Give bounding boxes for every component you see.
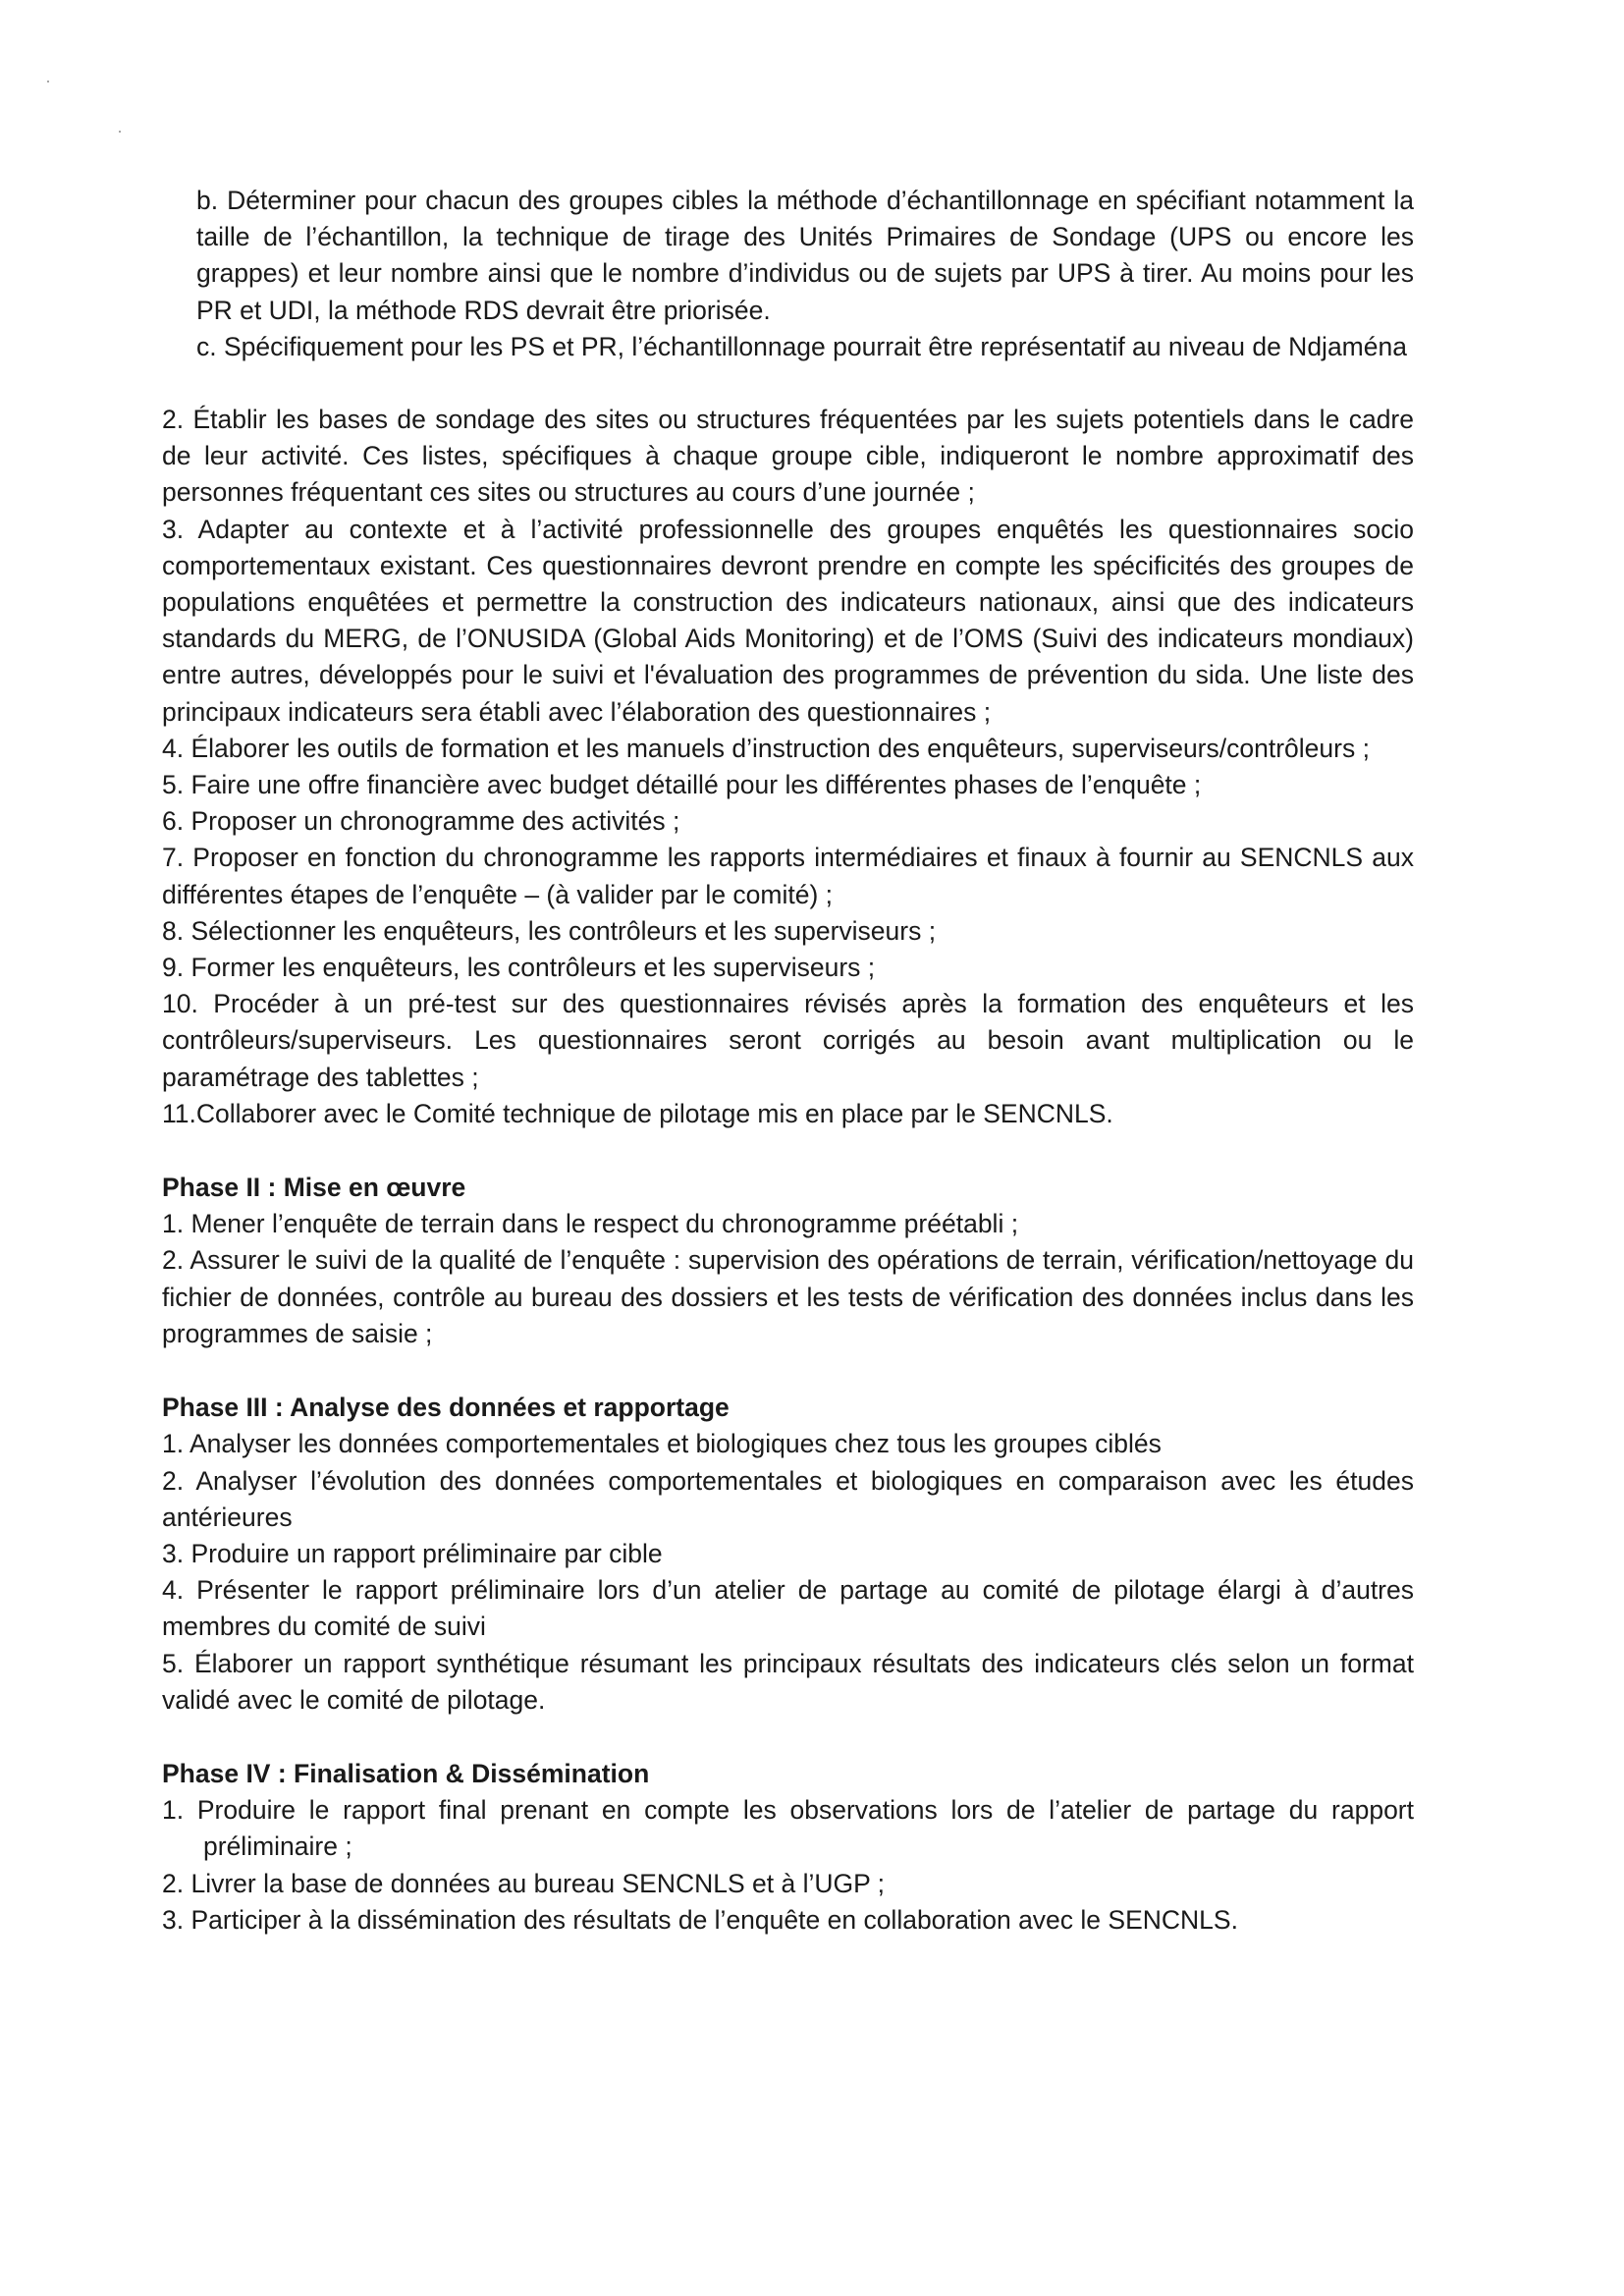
paragraph-b: b. Déterminer pour chacun des groupes cibles la méthode d’échantillonnage en spécifiant notamment la taille de l’échantillon, la technique de tirage des Unités Primaires de Sondage (UPS ou encore les grappes) et leur nombre ainsi que le nombre d’individus ou de sujets par UPS à tirer. Au moins pour les PR et UDI, la méthode RDS devrait être priorisée. xyxy=(196,186,1414,325)
scan-speck xyxy=(47,81,49,82)
scan-speck xyxy=(119,131,121,133)
list-item: 5. Élaborer un rapport synthétique résumant les principaux résultats des indicateurs clés selon un format validé avec le comité de pilotage. xyxy=(162,1648,1414,1715)
list-item: 2. Assurer le suivi de la qualité de l’enquête : supervision des opérations de terrain, vérification/nettoyage du fichier de données, contrôle au bureau des dossiers et les tests de vérification des données inclus dans les programmes de saisie ; xyxy=(162,1245,1414,1348)
list-item: 5. Faire une offre financière avec budget détaillé pour les différentes phases de l’enquête ; xyxy=(162,770,1202,800)
phase-1-list xyxy=(162,402,1414,1132)
phase-4-list xyxy=(162,1792,1414,1939)
list-item: 9. Former les enquêteurs, les contrôleurs et les superviseurs ; xyxy=(162,953,876,983)
phase-3-list xyxy=(162,1426,1414,1719)
list-item: 8. Sélectionner les enquêteurs, les contrôleurs et les superviseurs ; xyxy=(162,915,937,946)
list-item: 4. Présenter le rapport préliminaire lors d’un atelier de partage au comité de pilotage élargi à d’autres membres du comité de suivi xyxy=(162,1575,1414,1642)
phase-2-heading: Phase II : Mise en œuvre xyxy=(162,1173,466,1203)
list-item: 1. Analyser les données comportementales et biologiques chez tous les groupes ciblés xyxy=(162,1429,1162,1459)
list-item: 4. Élaborer les outils de formation et les manuels d’instruction des enquêteurs, superviseurs/contrôleurs ; xyxy=(162,733,1370,763)
list-item: 2. Analyser l’évolution des données comportementales et biologiques en comparaison avec les études antérieures xyxy=(162,1465,1414,1532)
document-body xyxy=(162,183,1414,1939)
list-item: 1. Mener l’enquête de terrain dans le respect du chronogramme préétabli ; xyxy=(162,1209,1019,1239)
list-item: 11.Collaborer avec le Comité technique de pilotage mis en place par le SENCNLS. xyxy=(162,1098,1113,1128)
list-item: 1. Produire le rapport final prenant en compte les observations lors de l’atelier de partage du rapport préliminaire ; xyxy=(162,1795,1414,1862)
phase-3-heading: Phase III : Analyse des données et rapportage xyxy=(162,1393,730,1423)
list-item: 7. Proposer en fonction du chronogramme les rapports intermédiaires et finaux à fournir au SENCNLS aux différentes étapes de l’enquête – (à valider par le comité) ; xyxy=(162,843,1414,909)
spacer xyxy=(162,365,1414,402)
phase-4-heading: Phase IV : Finalisation & Dissémination xyxy=(162,1758,650,1788)
list-item: 3. Adapter au contexte et à l’activité professionnelle des groupes enquêtés les questionnaires socio comportementaux existant. Ces questionnaires devront prendre en compte les spécificités des groupes de populations enquêtées et permettre la construction des indicateurs nationaux, ainsi que des indicateurs standards du MERG, de l’ONUSIDA (Global Aids Monitoring) et de l’OMS (Suivi des indicateurs mondiaux) entre autres, développés pour le suivi et l'évaluation des programmes de prévention du sida. Une liste des principaux indicateurs sera établi avec l’élaboration des questionnaires ; xyxy=(162,514,1414,727)
phase-2-list xyxy=(162,1206,1414,1352)
list-item: 6. Proposer un chronogramme des activités ; xyxy=(162,806,680,837)
paragraph-c: c. Spécifiquement pour les PS et PR, l’échantillonnage pourrait être représentatif au niveau de Ndjaména xyxy=(196,331,1407,361)
list-item: 3. Participer à la dissémination des résultats de l’enquête en collaboration avec le SENCNLS. xyxy=(162,1904,1238,1935)
list-item: 3. Produire un rapport préliminaire par cible xyxy=(162,1538,663,1568)
list-item: 2. Livrer la base de données au bureau SENCNLS et à l’UGP ; xyxy=(162,1868,886,1898)
list-item: 2. Établir les bases de sondage des sites ou structures fréquentées par les sujets potentiels dans le cadre de leur activité. Ces listes, spécifiques à chaque groupe cible, indiqueront le nombre approximatif des personnes fréquentant ces sites ou structures au cours d’une journée ; xyxy=(162,405,1414,508)
list-item: 10. Procéder à un pré-test sur des questionnaires révisés après la formation des enquêteurs et les contrôleurs/superviseurs. Les questionnaires seront corrigés au besoin avant multiplication ou le paramétrage des tablettes ; xyxy=(162,989,1414,1092)
